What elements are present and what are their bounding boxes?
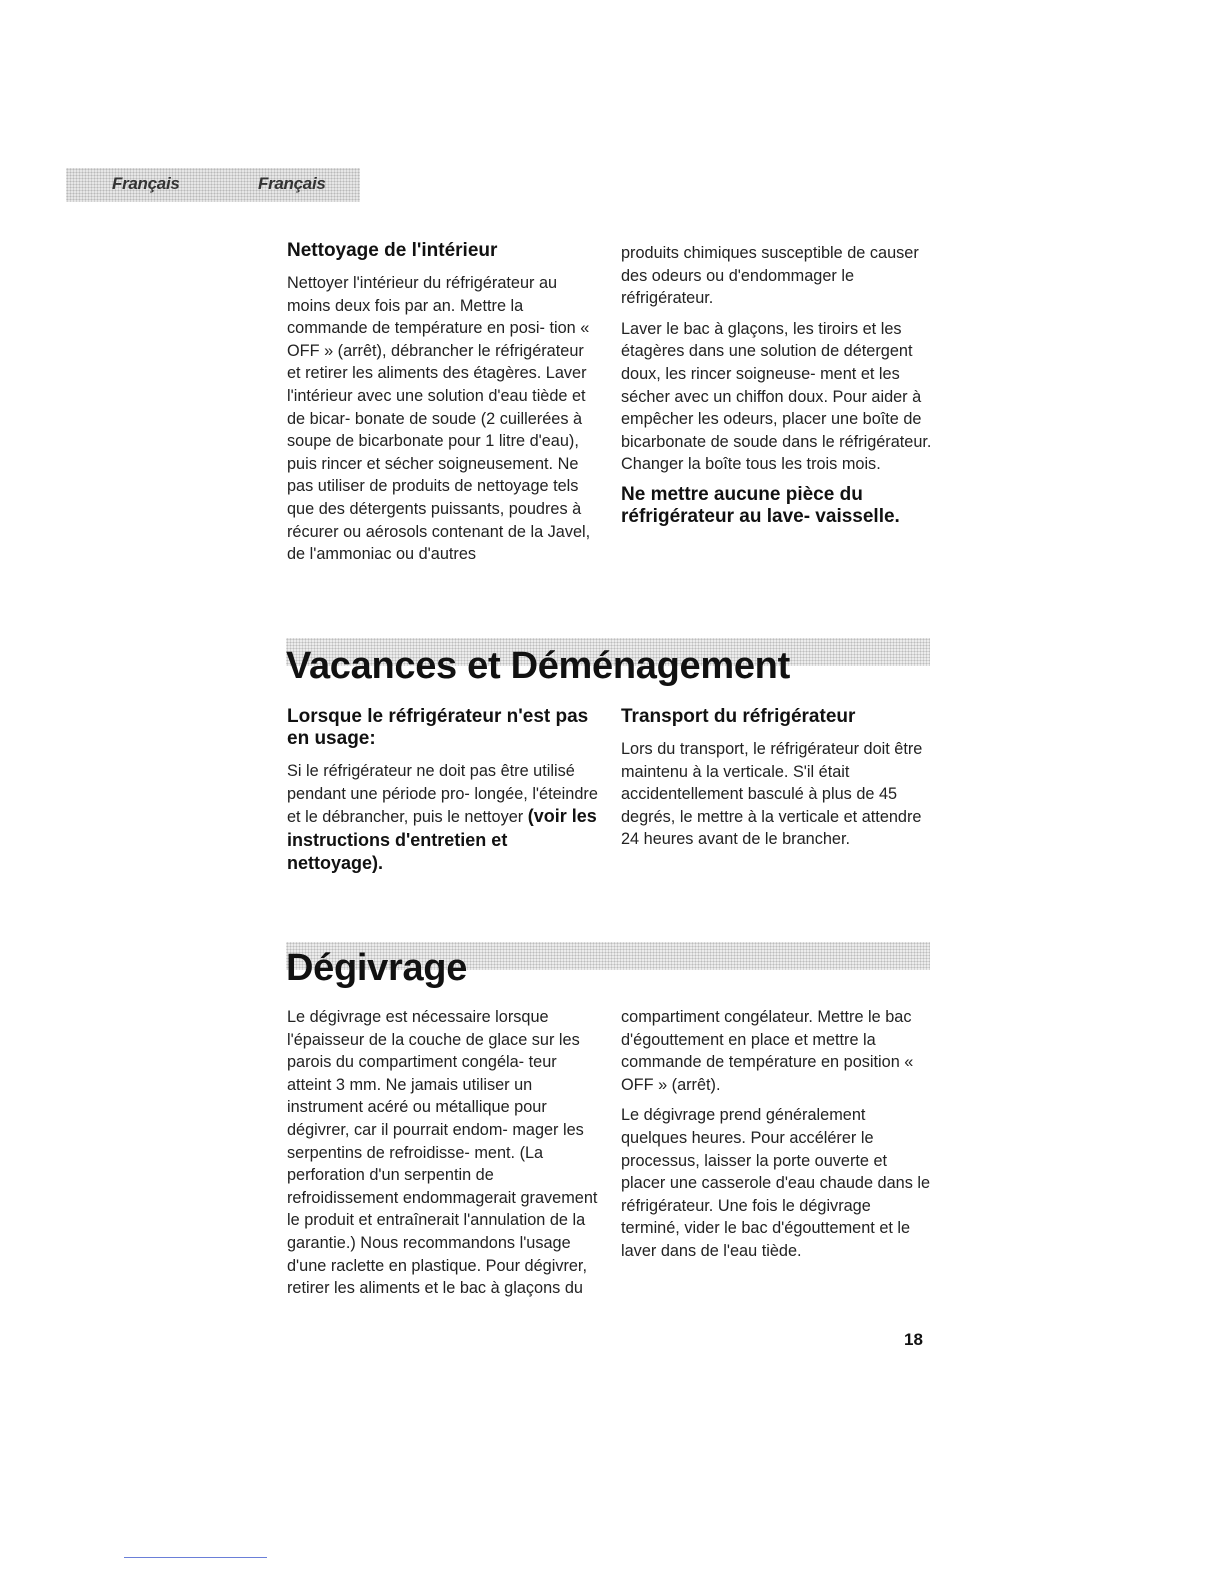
language-label-left: Français bbox=[112, 174, 180, 193]
cleaning-paragraph-continued: produits chimiques susceptible de causer des odeurs ou d'endommager le réfrigérateur. bbox=[621, 244, 919, 308]
maintenance-reference: (voir les instructions d'entretien et nettoyage). bbox=[287, 806, 597, 874]
defrost-left-column bbox=[287, 1006, 601, 1308]
cleaning-paragraph: Nettoyer l'intérieur du réfrigérateur au moins deux fois par an. Mettre la commande de température en posi- tion « OFF » (arrêt), débrancher le réfrigérateur et retirer les aliments des étagères. Laver l'intérieur avec une solution d'eau tiède et de bicar- bonate de soude (2 cuillerées à soupe de bicarbonate pour 1 litre d'eau), puis rincer et sécher soigneusement. Ne pas utiliser de produits de nettoyage tels que des détergents puissants, poudres à récurer ou aérosols contenant de la Javel, de l'ammoniac ou d'autres bbox=[287, 274, 591, 564]
footer-rule bbox=[124, 1557, 267, 1558]
defrost-section-title: Dégivrage bbox=[286, 947, 468, 989]
defrost-paragraph-continued: compartiment congélateur. Mettre le bac d'égouttement en place et mettre la commande de température en position « OFF » (arrêt). bbox=[621, 1008, 914, 1094]
dishwasher-warning: Ne mettre aucune pièce du réfrigérateur au lave- vaisselle. bbox=[621, 483, 900, 527]
not-in-use-paragraph bbox=[287, 760, 605, 876]
defrost-paragraph: Le dégivrage est nécessaire lorsque l'épaisseur de la couche de glace sur les parois du compartiment congéla- teur atteint 3 mm. Ne jamais utiliser un instrument acéré ou métallique pour dégivrer, car il pourrait endom- mager les serpentins de refroidisse- ment. (La perforation d'un serpentin de refroidissement endommagerait gravement le produit et entraînerait l'annulation de la garantie.) Nous recommandons l'usage d'une raclette en plastique. Pour dégivrer, retirer les aliments et le bac à glaçons du bbox=[287, 1008, 598, 1298]
cleaning-right-column bbox=[621, 242, 933, 528]
language-label-right: Français bbox=[258, 174, 326, 193]
not-in-use-text: Si le réfrigérateur ne doit pas être utilisé pendant une période pro- longée, l'éteindre et le débrancher, puis le nettoyer bbox=[287, 762, 598, 827]
transport-heading: Transport du réfrigérateur bbox=[621, 706, 856, 727]
page-number: 18 bbox=[904, 1330, 923, 1349]
not-in-use-heading: Lorsque le réfrigérateur n'est pas en usage: bbox=[287, 706, 589, 749]
cleaning-left-column bbox=[287, 240, 599, 574]
vacation-section-title: Vacances et Déménagement bbox=[286, 645, 790, 687]
cleaning-paragraph-drawers: Laver le bac à glaçons, les tiroirs et les étagères dans une solution de détergent doux, les rincer soigneuse- ment et les sécher avec un chiffon doux. Pour aider à empêcher les odeurs, placer une boîte de bicarbonate de soude dans le réfrigérateur. Changer la boîte tous les trois mois. bbox=[621, 319, 932, 474]
not-in-use-column bbox=[287, 706, 605, 884]
defrost-duration-paragraph: Le dégivrage prend généralement quelques heures. Pour accélérer le processus, laisser la porte ouverte et placer une casserole d'eau chaude dans le réfrigérateur. Une fois le dégivrage terminé, vider le bac d'égouttement et le laver dans de l'eau tiède. bbox=[621, 1106, 931, 1260]
transport-column bbox=[621, 706, 933, 859]
cleaning-heading: Nettoyage de l'intérieur bbox=[287, 240, 498, 261]
defrost-right-column bbox=[621, 1006, 933, 1271]
transport-paragraph: Lors du transport, le réfrigérateur doit être maintenu à la verticale. S'il était accidentellement basculé à plus de 45 degrés, le mettre à la verticale et attendre 24 heures avant de le brancher. bbox=[621, 740, 923, 849]
